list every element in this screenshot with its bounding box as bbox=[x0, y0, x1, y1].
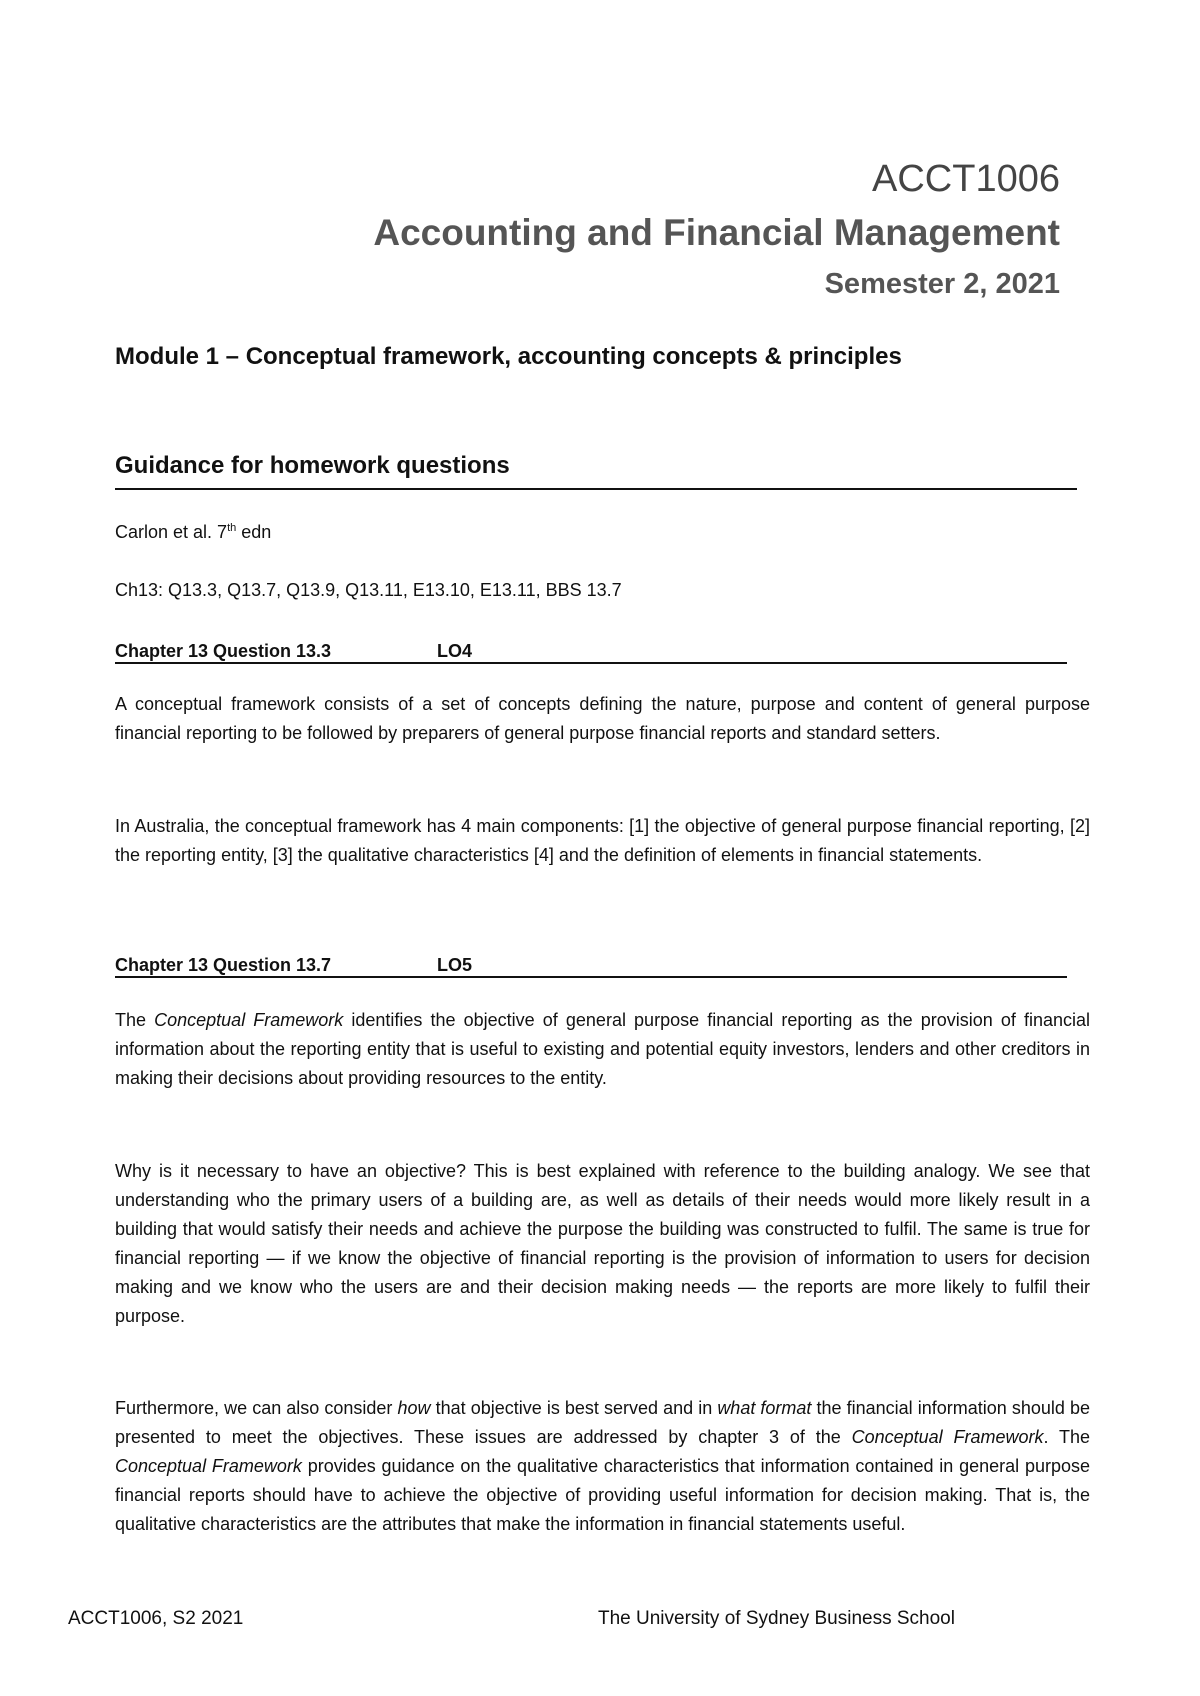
textbook-suffix: edn bbox=[236, 522, 272, 542]
text-run: that objective is best served and in bbox=[430, 1398, 718, 1418]
text-run: . The bbox=[1043, 1427, 1090, 1447]
question-13-3-paragraph-2: In Australia, the conceptual framework has 4 main components: [1] the objective of general purpose financial reporting, [2] the reporting entity, [3] the qualitative characteristics [4] and the definition of elements in financial statements. bbox=[115, 816, 1090, 865]
text-run: provides guidance on the qualitative characteristics that information contained in general purpose financial reports should have to achieve the objective of providing useful information for decision making. That is, the qualitative characteristics are the attributes that make the information in financial statements useful. bbox=[115, 1456, 1090, 1534]
question-13-7-paragraph-1 bbox=[115, 1006, 1090, 1093]
question-13-3-title: Chapter 13 Question 13.3 bbox=[115, 641, 332, 661]
emphasis-run: how bbox=[397, 1398, 431, 1418]
guidance-heading: Guidance for homework questions bbox=[115, 452, 1077, 490]
textbook-superscript: th bbox=[227, 522, 237, 534]
chapter-questions-list: Ch13: Q13.3, Q13.7, Q13.9, Q13.11, E13.10, E13.11, BBS 13.7 bbox=[115, 580, 622, 600]
question-13-7-title: Chapter 13 Question 13.7 bbox=[115, 955, 332, 975]
emphasis-run: what format bbox=[717, 1398, 812, 1418]
question-13-7-heading bbox=[115, 954, 1067, 978]
text-run: the financial information should be presented to meet the objectives. These issues are addressed by chapter 3 of the bbox=[115, 1398, 1090, 1447]
text-run: identifies the objective of general purpose financial reporting as the provision of financial information about the reporting entity that is useful to existing and potential equity investors, lenders and other creditors in making their decisions about providing resources to the entity. bbox=[115, 1010, 1090, 1088]
question-13-7-paragraph-3 bbox=[115, 1394, 1090, 1539]
emphasis-run: Conceptual Framework bbox=[154, 1010, 344, 1030]
question-13-7-paragraph-2: Why is it necessary to have an objective? This is best explained with reference to the building analogy. We see that understanding who the primary users of a building are, as well as details of their needs would more likely result in a building that would satisfy their needs and achieve the purpose the building was constructed to fulfil. The same is true for financial reporting — if we know the objective of financial reporting is the provision of information to users for decision making and we know who the users are and their decision making needs — the reports are more likely to fulfil their purpose. bbox=[115, 1161, 1090, 1326]
question-13-3-lo: LO4 bbox=[437, 641, 473, 661]
emphasis-run: Conceptual Framework bbox=[115, 1456, 302, 1476]
emphasis-run: Conceptual Framework bbox=[851, 1427, 1044, 1447]
footer-school-label: The University of Sydney Business School bbox=[598, 1608, 955, 1629]
question-13-3-paragraph-1: A conceptual framework consists of a set of concepts defining the nature, purpose and content of general purpose financial reporting to be followed by preparers of general purpose financial reports and standard setters. bbox=[115, 694, 1090, 743]
footer-course-label: ACCT1006, S2 2021 bbox=[68, 1608, 244, 1629]
question-13-3-heading bbox=[115, 640, 1067, 664]
textbook-reference bbox=[115, 522, 271, 543]
module-title: Module 1 – Conceptual framework, accounting concepts & principles bbox=[115, 343, 902, 370]
course-title: Accounting and Financial Management bbox=[373, 212, 1060, 253]
course-code: ACCT1006 bbox=[872, 158, 1060, 200]
question-13-7-lo: LO5 bbox=[437, 955, 473, 975]
semester-label: Semester 2, 2021 bbox=[824, 268, 1060, 300]
text-run: Furthermore, we can also consider bbox=[115, 1398, 398, 1418]
text-run: The bbox=[115, 1010, 155, 1030]
textbook-prefix: Carlon et al. 7 bbox=[115, 522, 228, 542]
